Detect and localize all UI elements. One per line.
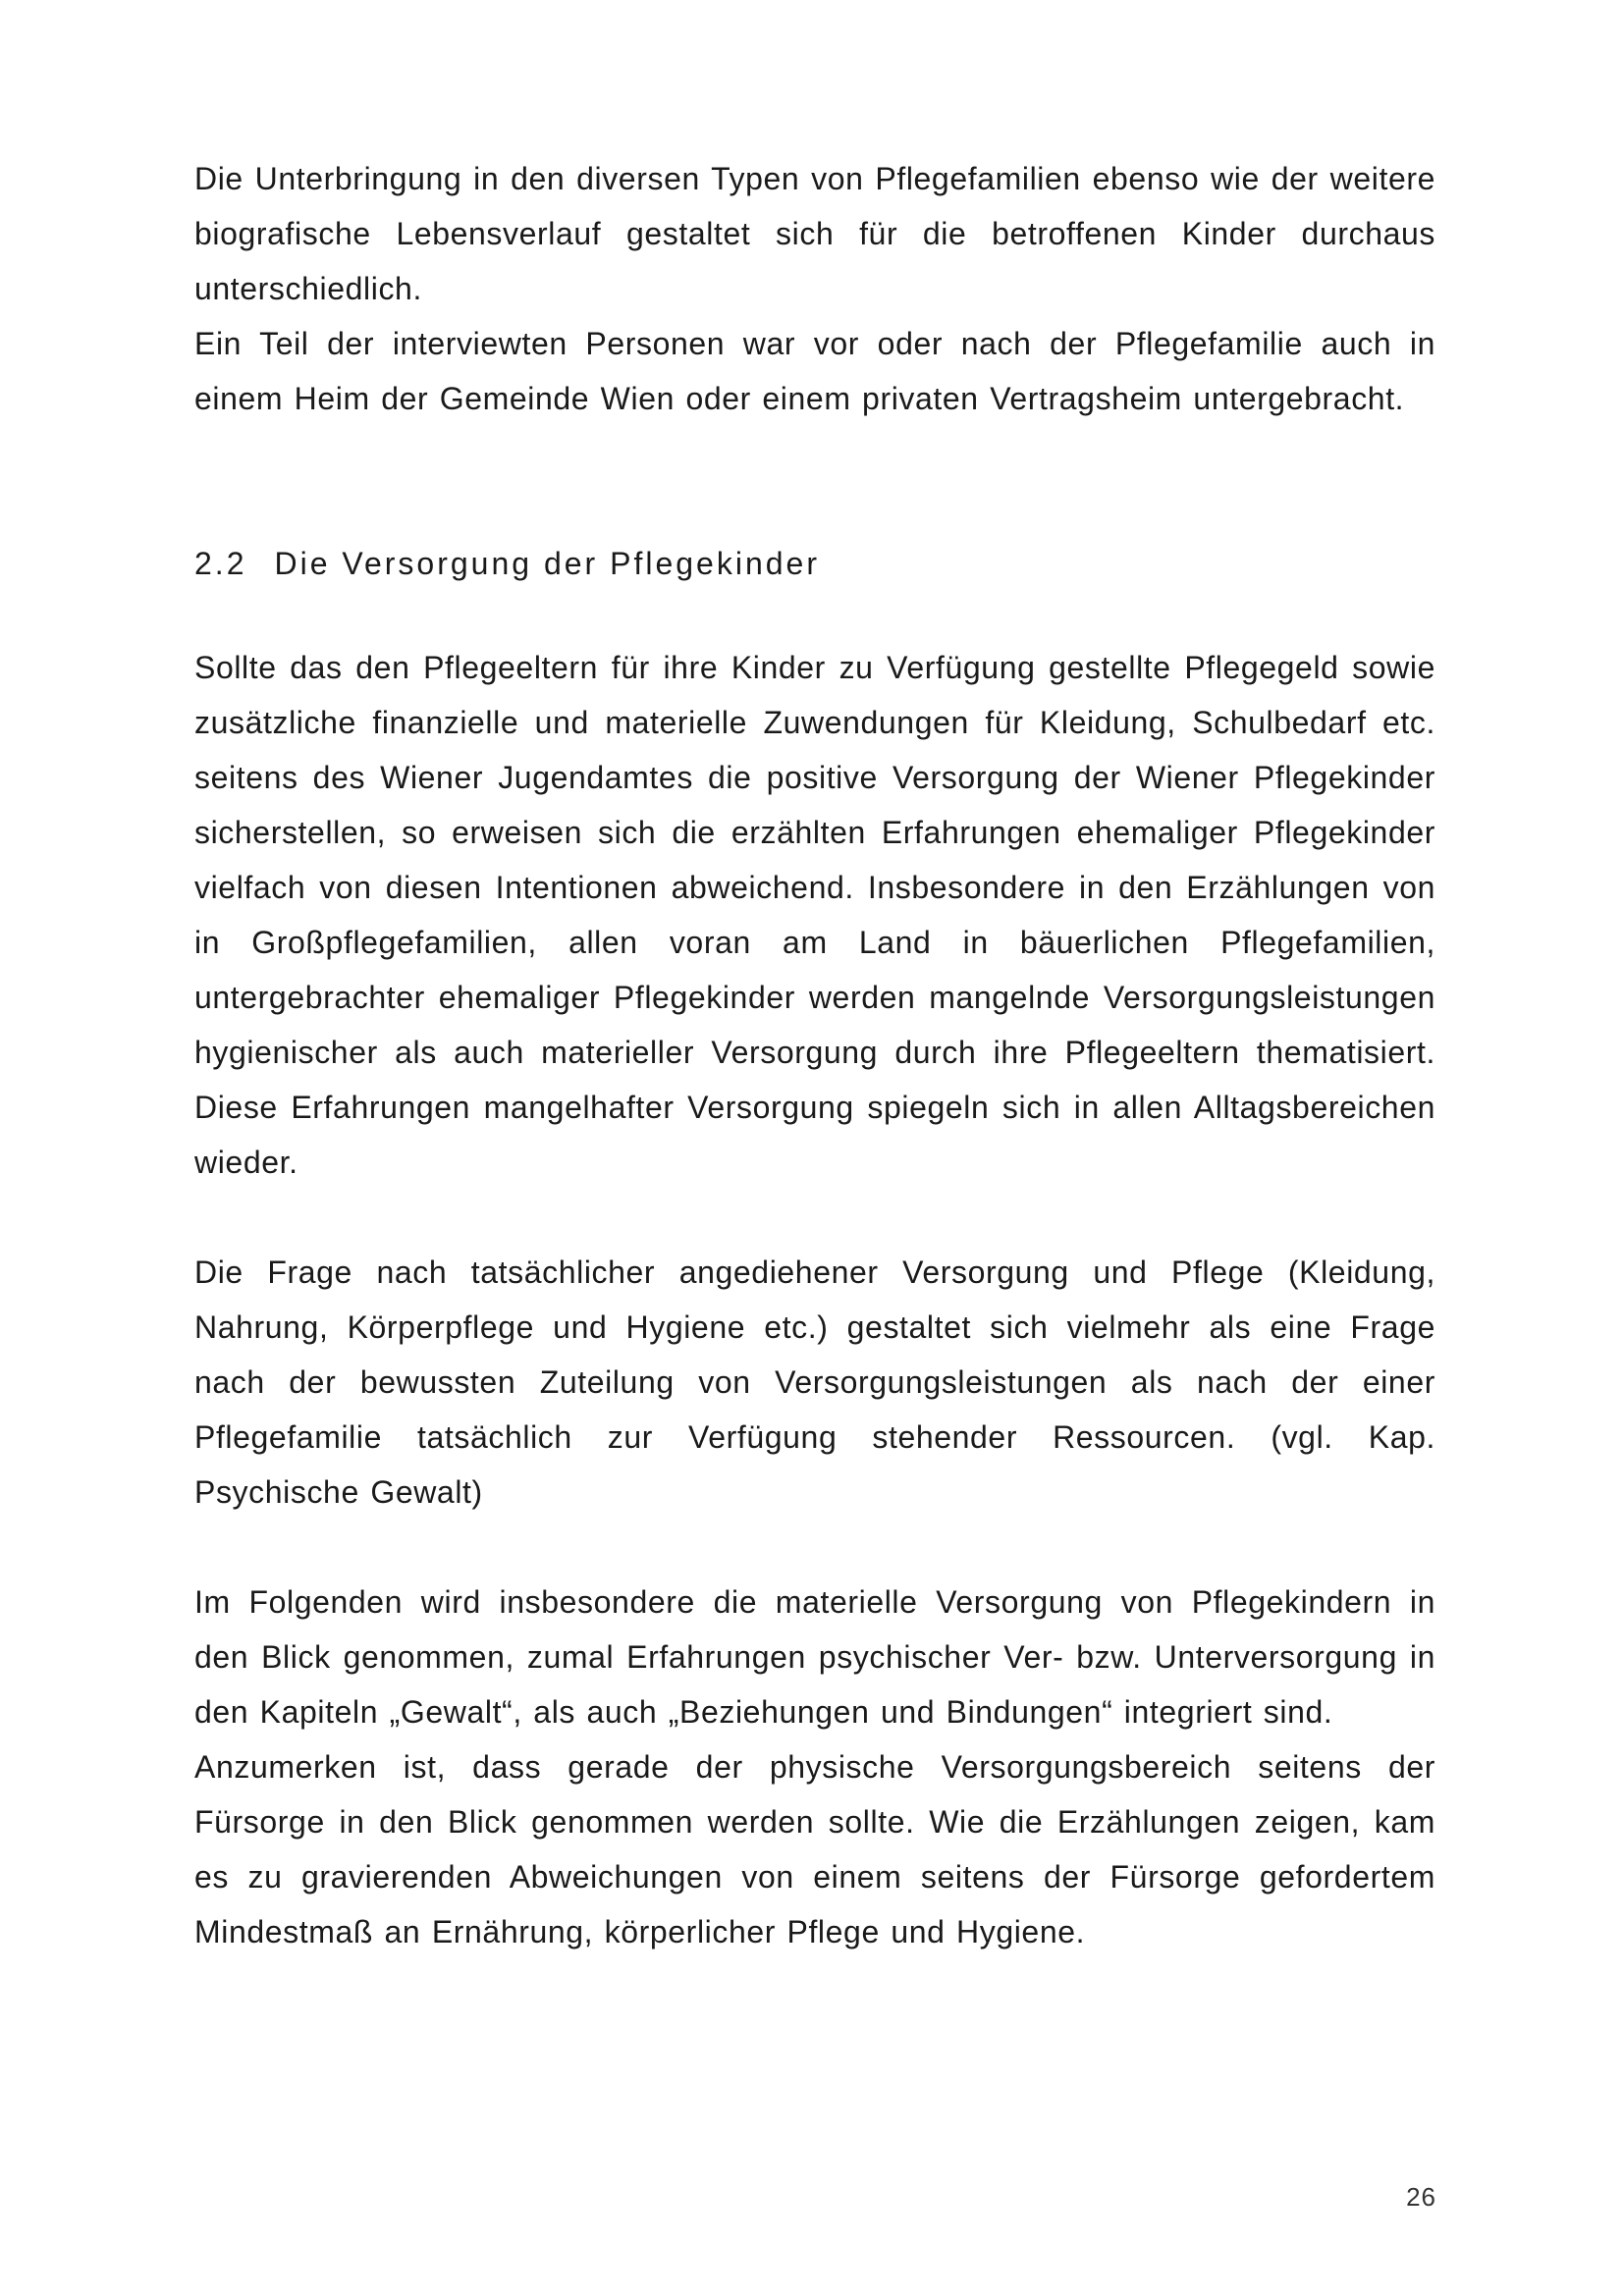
section-heading — [194, 536, 1435, 591]
page-body — [194, 151, 1435, 1959]
paragraph-care-question: Die Frage nach tatsächlicher angediehener Versorgung und Pflege (Kleidung, Nahrung, Körperpflege und Hygiene etc.) gestaltet sich vielmehr als eine Frage nach der bewussten Zuteilung von Versorgungsleistungen als nach der einer Pflegefamilie tatsächlich zur Verfügung stehender Ressourcen. (vgl. Kap. Psychische Gewalt) — [194, 1255, 1435, 1510]
paragraph-care-allowance: Sollte das den Pflegeeltern für ihre Kinder zu Verfügung gestellte Pflegegeld sowie zusätzliche finanzielle und materielle Zuwendungen für Kleidung, Schulbedarf etc. seitens des Wiener Jugendamtes die positive Versorgung der Wiener Pflegekinder sicherstellen, so erweisen sich die erzählten Erfahrungen ehemaliger Pflegekinder vielfach von diesen Intentionen abweichend. Insbesondere in den Erzählungen von in Großpflegefamilien, allen voran am Land in bäuerlichen Pflegefamilien, untergebrachter ehemaliger Pflegekinder werden mangelnde Versorgungsleistungen hygienischer als auch materieller Versorgung durch ihre Pflegeeltern thematisiert. Diese Erfahrungen mangelhafter Versorgung spiegeln sich in allen Alltagsbereichen wieder. — [194, 650, 1435, 1180]
section-title: Die Versorgung der Pflegekinder — [274, 546, 820, 581]
paragraph-physical-care-note: Anzumerken ist, dass gerade der physische Versorgungsbereich seitens der Fürsorge in den Blick genommen werden sollte. Wie die Erzählungen zeigen, kam es zu gravierenden Abweichungen von einem seitens der Fürsorge gefordertem Mindestmaß an Ernährung, körperlicher Pflege und Hygiene. — [194, 1749, 1435, 1949]
paragraph-placement-overview: Die Unterbringung in den diversen Typen von Pflegefamilien ebenso wie der weitere biografische Lebensverlauf gestaltet sich für die betroffenen Kinder durchaus unterschiedlich. — [194, 161, 1435, 306]
paragraph-material-care: Im Folgenden wird insbesondere die materielle Versorgung von Pflegekindern in den Blick genommen, zumal Erfahrungen psychischer Ver- bzw. Unterversorgung in den Kapiteln „Gewalt“, als auch „Beziehungen und Bindungen“ integriert sind. — [194, 1584, 1435, 1730]
paragraph-institution-stays: Ein Teil der interviewten Personen war vor oder nach der Pflegefamilie auch in einem Heim der Gemeinde Wien oder einem privaten Vertragsheim untergebracht. — [194, 326, 1435, 416]
section-number: 2.2 — [194, 546, 247, 581]
page-number: 26 — [1406, 2182, 1436, 2212]
